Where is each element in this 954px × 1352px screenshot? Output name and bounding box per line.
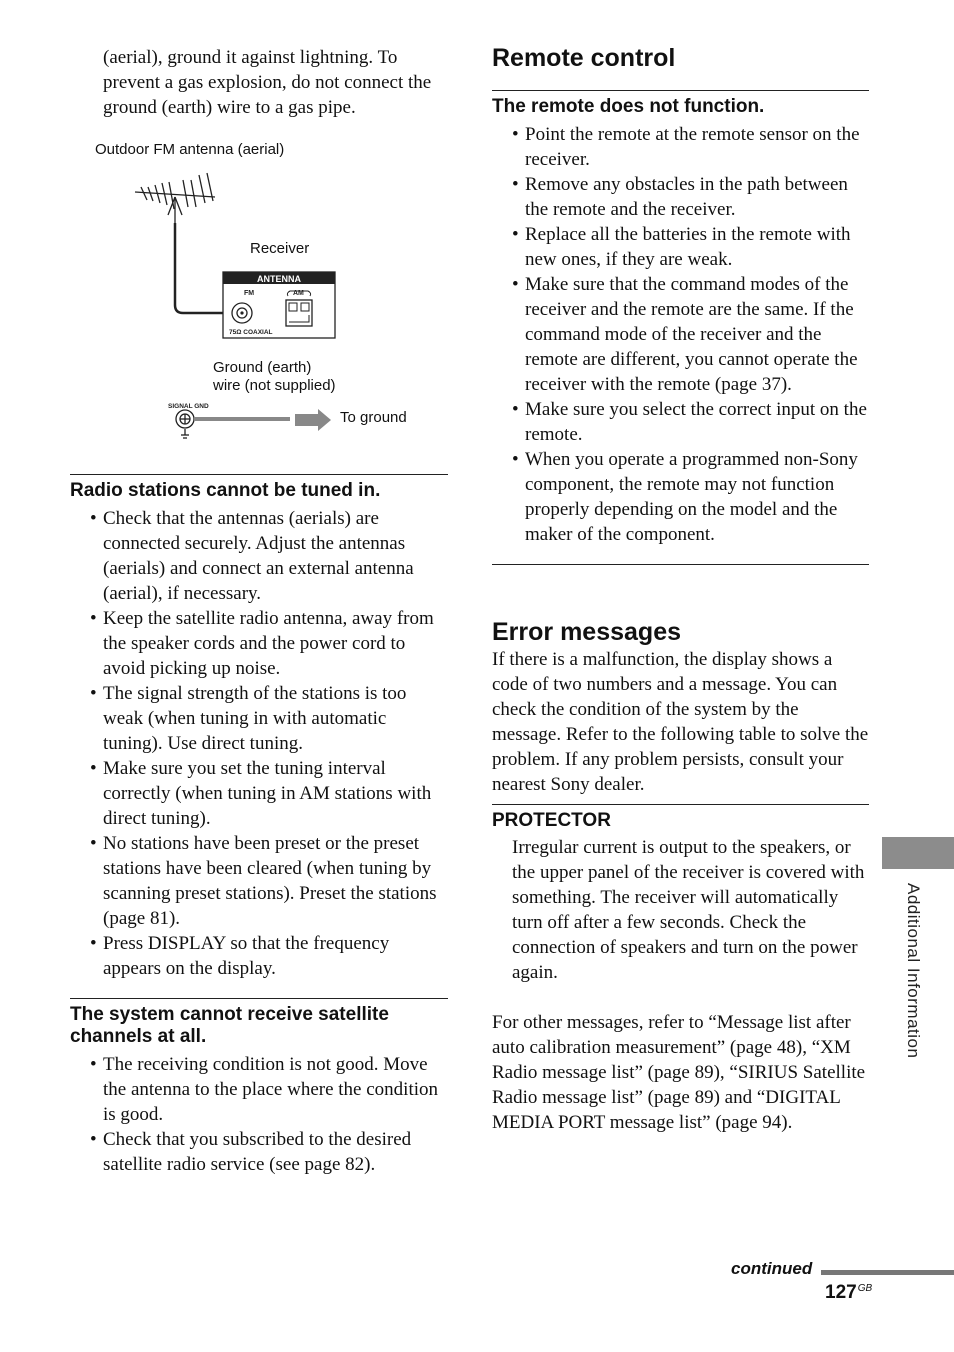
page-number-value: 127 bbox=[825, 1282, 857, 1303]
am-text: AM bbox=[293, 290, 304, 297]
radio-section bbox=[70, 474, 448, 981]
error-title: Error messages bbox=[492, 618, 682, 646]
page-suffix: GB bbox=[857, 1282, 873, 1294]
list-item: • Make sure you set the tuning interval correctly (when tuning in AM stations with direct tuning). bbox=[70, 756, 448, 831]
satellite-list bbox=[70, 1052, 448, 1177]
list-item: • Check that you subscribed to the desired satellite radio service (see page 82). bbox=[70, 1127, 448, 1177]
section-tab-marker bbox=[882, 837, 954, 869]
list-item: • Make sure you select the correct input on the remote. bbox=[492, 397, 869, 447]
antenna-header-text: ANTENNA bbox=[257, 274, 301, 284]
remote-section bbox=[492, 43, 869, 547]
radio-heading: Radio stations cannot be tuned in. bbox=[70, 474, 448, 502]
remote-heading: The remote does not function. bbox=[492, 90, 869, 118]
list-item: • The signal strength of the stations is too weak (when tuning in with automatic tuning). Use direct tuning. bbox=[70, 681, 448, 756]
page-number bbox=[825, 1282, 872, 1304]
signal-gnd-terminal-icon bbox=[176, 410, 194, 438]
list-item: • Remove any obstacles in the path between the remote and the receiver. bbox=[492, 172, 869, 222]
outdoor-antenna-label: Outdoor FM antenna (aerial) bbox=[95, 141, 285, 158]
continued-label: continued bbox=[731, 1259, 813, 1278]
ground-label-line2: wire (not supplied) bbox=[213, 377, 336, 394]
list-item: • Make sure that the command modes of the receiver and the remote are the same. If the command mode of the receiver and the remote are different, you cannot operate the receiver with the remote (page 37). bbox=[492, 272, 869, 397]
list-item: • Keep the satellite radio antenna, away from the speaker cords and the power cord to avoid picking up noise. bbox=[70, 606, 448, 681]
receiver-label: Receiver bbox=[250, 240, 310, 257]
coaxial-text: 75Ω COAXIAL bbox=[229, 329, 273, 336]
error-intro: If there is a malfunction, the display shows a code of two numbers and a message. You can check the condition of the system by the message. Refer to the following table to solve the problem. If any problem persists, consult your nearest Sony dealer. bbox=[492, 649, 869, 795]
other-messages: For other messages, refer to “Message list after auto calibration measurement” (page 48), “XM Radio message list” (page 89), “SIRIUS Satellite Radio message list” (page 89) and “DIGITAL MEDIA PORT message list” (page 94). bbox=[492, 1012, 866, 1133]
list-item: • Check that the antennas (aerials) are connected securely. Adjust the antennas (aerials) and connect an external antenna (aerial), if necessary. bbox=[70, 506, 448, 606]
section-divider bbox=[492, 564, 869, 565]
protector-heading: PROTECTOR bbox=[492, 804, 869, 832]
radio-list bbox=[70, 506, 448, 981]
antenna-diagram bbox=[90, 135, 460, 445]
signal-gnd-text: SIGNAL GND bbox=[168, 403, 209, 410]
to-ground-label: To ground bbox=[340, 409, 407, 426]
list-item: • No stations have been preset or the preset stations have been cleared (when tuning by scanning preset stations). Preset the stations (page 81). bbox=[70, 831, 448, 931]
antenna-diagram-drawing bbox=[90, 135, 460, 445]
fm-antenna-icon bbox=[135, 173, 215, 225]
remote-title: Remote control bbox=[492, 44, 676, 72]
side-tab-label: Additional Information bbox=[904, 883, 923, 1059]
remote-list bbox=[492, 122, 869, 547]
satellite-heading: The system cannot receive satellite channels at all. bbox=[70, 998, 448, 1048]
list-item: • Press DISPLAY so that the frequency appears on the display. bbox=[70, 931, 448, 981]
fm-text: FM bbox=[244, 290, 255, 297]
list-item: • Replace all the batteries in the remote with new ones, if they are weak. bbox=[492, 222, 869, 272]
to-ground-arrow-icon bbox=[295, 409, 331, 431]
satellite-section bbox=[70, 998, 448, 1177]
error-section bbox=[492, 617, 869, 1135]
ground-label-line1: Ground (earth) bbox=[213, 359, 312, 376]
list-item: • When you operate a programmed non-Sony component, the remote may not function properly depending on the model and the maker of the component. bbox=[492, 447, 869, 547]
protector-text: Irregular current is output to the speakers, or the upper panel of the receiver is covered with something. The receiver will automatically turn off after a few seconds. Check the connection of speakers and turn on the power again. bbox=[512, 837, 865, 983]
list-item: • The receiving condition is not good. Move the antenna to the place where the condition is good. bbox=[70, 1052, 448, 1127]
continued-bar bbox=[821, 1270, 954, 1275]
intro-paragraph: (aerial), ground it against lightning. To prevent a gas explosion, do not connect the ground (earth) wire to a gas pipe. bbox=[103, 47, 432, 118]
list-item: • Point the remote at the remote sensor on the receiver. bbox=[492, 122, 869, 172]
